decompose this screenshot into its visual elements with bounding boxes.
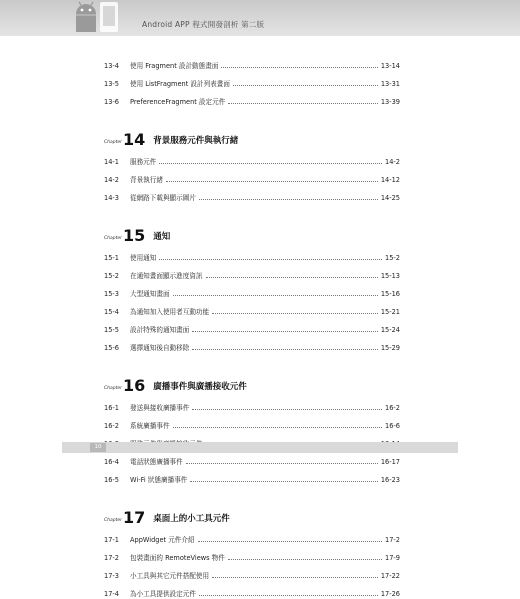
section-title: 發送與接收廣播事件 (130, 404, 190, 412)
section-number: 15-3 (104, 290, 119, 298)
section-page: 14-12 (380, 176, 400, 184)
section-title: 系統廣播事件 (130, 422, 170, 430)
chapter-heading (104, 128, 238, 148)
section-number: 14-2 (104, 176, 119, 184)
toc-entry[interactable] (104, 456, 400, 466)
section-number: 13-5 (104, 80, 119, 88)
section-page: 15-2 (385, 254, 400, 262)
section-page: 13-39 (380, 98, 400, 106)
section-number: 13-4 (104, 62, 119, 70)
section-number: 17-1 (104, 536, 119, 544)
toc-entry[interactable] (104, 60, 400, 70)
toc-entry[interactable] (104, 174, 400, 184)
leader-dots (228, 552, 382, 560)
section-number: 15-1 (104, 254, 119, 262)
toc-entry[interactable] (104, 420, 400, 430)
section-page: 17-2 (385, 536, 400, 544)
chapter-number: 16 (123, 376, 146, 395)
leader-dots (192, 324, 377, 332)
section-title: 電話狀態廣播事件 (130, 458, 183, 466)
section-page: 13-14 (380, 62, 400, 70)
section-page: 15-21 (380, 308, 400, 316)
section-title: 背景執行緒 (130, 176, 163, 184)
leader-dots (233, 78, 378, 86)
chapter-heading (104, 374, 247, 394)
toc-entry[interactable] (104, 324, 400, 334)
leader-dots (159, 156, 382, 164)
toc-entry[interactable] (104, 192, 400, 202)
section-number: 16-4 (104, 458, 119, 466)
section-page: 16-23 (380, 476, 400, 484)
section-page: 17-26 (380, 590, 400, 598)
toc-entry[interactable] (104, 96, 400, 106)
leader-dots (192, 342, 377, 350)
section-page: 16-2 (385, 404, 400, 412)
toc-entry[interactable] (104, 288, 400, 298)
section-number: 15-4 (104, 308, 119, 316)
section-page: 17-22 (380, 572, 400, 580)
leader-dots (212, 570, 378, 578)
leader-dots (190, 474, 377, 482)
leader-dots (206, 270, 378, 278)
toc-entry[interactable] (104, 552, 400, 562)
chapter-label: Chapter (104, 386, 122, 391)
section-page: 14-2 (385, 158, 400, 166)
section-title: AppWidget 元件介紹 (130, 536, 195, 544)
section-number: 14-1 (104, 158, 119, 166)
section-number: 16-5 (104, 476, 119, 484)
toc-entry[interactable] (104, 342, 400, 352)
toc-entry[interactable] (104, 570, 400, 580)
section-page: 17-9 (385, 554, 400, 562)
book-title: Android APP 程式開發剖析 第二版 (142, 20, 265, 29)
section-number: 15-6 (104, 344, 119, 352)
section-page: 16-17 (380, 458, 400, 466)
section-page: 14-25 (380, 194, 400, 202)
chapter-title: 桌面上的小工具元件 (153, 514, 230, 524)
chapter-label: Chapter (104, 236, 122, 241)
section-number: 16-2 (104, 422, 119, 430)
section-title: 使用 Fragment 設計動態畫面 (130, 62, 219, 70)
toc-entry[interactable] (104, 306, 400, 316)
toc-entry[interactable] (104, 270, 400, 280)
section-title: 包裝畫面的 RemoteViews 物件 (130, 554, 225, 562)
leader-dots (173, 420, 382, 428)
section-number: 17-3 (104, 572, 119, 580)
toc-entry[interactable] (104, 252, 400, 262)
section-title: PreferenceFragment 設定元件 (130, 98, 226, 106)
section-title: 小工具與其它元件搭配使用 (130, 572, 210, 580)
section-title: 使用通知 (130, 254, 157, 262)
chapter-title: 廣播事件與廣播接收元件 (153, 382, 247, 392)
section-number: 17-4 (104, 590, 119, 598)
chapter-heading (104, 224, 170, 244)
section-number: 17-2 (104, 554, 119, 562)
section-title: 選擇通知後自動移除 (130, 344, 190, 352)
section-page: 15-13 (380, 272, 400, 280)
chapter-title: 背景服務元件與執行緒 (153, 136, 239, 146)
toc-entry[interactable] (104, 534, 400, 544)
leader-dots (212, 306, 378, 314)
toc-entry[interactable] (104, 474, 400, 484)
section-page: 15-24 (380, 326, 400, 334)
section-title: 從網路下載與顯示圖片 (130, 194, 196, 202)
page-number: 10 (90, 443, 106, 452)
section-title: 大型通知畫面 (130, 290, 170, 298)
chapter-label: Chapter (104, 140, 122, 145)
section-title: 在通知畫面顯示進度資訊 (130, 272, 203, 280)
chapter-number: 14 (123, 130, 146, 149)
leader-dots (228, 96, 378, 104)
leader-dots (166, 174, 378, 182)
leader-dots (199, 192, 378, 200)
section-page: 15-29 (380, 344, 400, 352)
chapter-number: 17 (123, 508, 146, 527)
section-page: 13-31 (380, 80, 400, 88)
section-number: 15-2 (104, 272, 119, 280)
section-title: 服務元件 (130, 158, 157, 166)
section-title: Wi-Fi 狀態廣播事件 (130, 476, 188, 484)
section-number: 16-1 (104, 404, 119, 412)
toc-entry[interactable] (104, 156, 400, 166)
section-title: 為通知加入使用者互動功能 (130, 308, 210, 316)
section-title: 為小工具提供設定元件 (130, 590, 196, 598)
section-number: 15-5 (104, 326, 119, 334)
leader-dots (192, 402, 382, 410)
chapter-heading (104, 506, 230, 526)
section-page: 15-16 (380, 290, 400, 298)
leader-dots (186, 456, 378, 464)
leader-dots (159, 252, 382, 260)
section-title: 使用 ListFragment 設計列表畫面 (130, 80, 230, 88)
chapter-number: 15 (123, 226, 146, 245)
section-number: 14-3 (104, 194, 119, 202)
chapter-label: Chapter (104, 518, 122, 523)
leader-dots (221, 60, 377, 68)
leader-dots (199, 588, 378, 596)
chapter-title: 通知 (153, 232, 171, 242)
section-page: 16-6 (385, 422, 400, 430)
section-number: 13-6 (104, 98, 119, 106)
footer-bar (62, 442, 458, 453)
toc-entry[interactable] (104, 588, 400, 598)
section-title: 設計特殊的通知畫面 (130, 326, 190, 334)
leader-dots (173, 288, 378, 296)
toc-entry[interactable] (104, 78, 400, 88)
leader-dots (198, 534, 382, 542)
toc-entry[interactable] (104, 402, 400, 412)
